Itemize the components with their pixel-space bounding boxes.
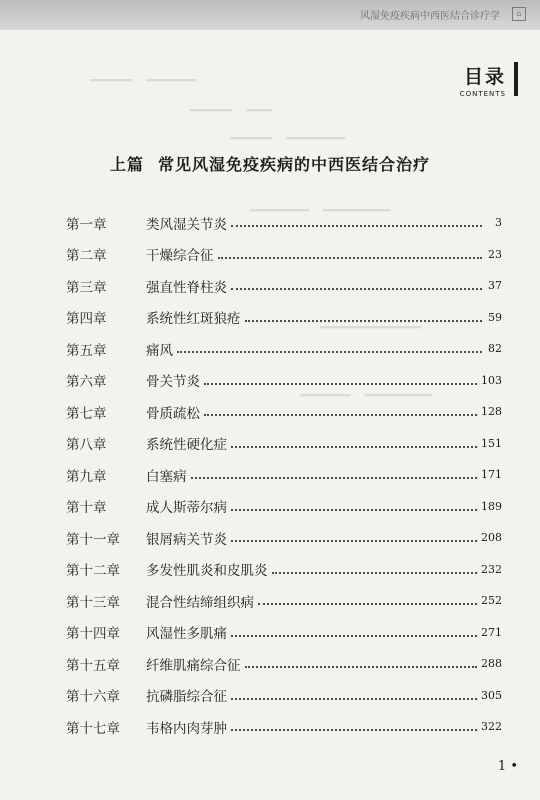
page-number: 1 • (497, 759, 518, 774)
toc-entry[interactable] (66, 302, 502, 334)
chapter-page-number: 128 (481, 405, 502, 419)
chapter-title: 骨关节炎 (146, 374, 200, 391)
bleed-through-text: ━━━━━━━ ━━━━━ (230, 131, 346, 147)
chapter-page-number: 103 (481, 373, 502, 387)
contents-subtitle: CONTENTS (459, 90, 506, 98)
chapter-page-number: 305 (481, 688, 502, 702)
bleed-through-text: ━━━━━━━━ ━━━━━━ (300, 388, 433, 404)
toc-entry[interactable] (66, 365, 502, 397)
chapter-number: 第十五章 (66, 657, 120, 674)
chapter-number: 第二章 (66, 248, 107, 265)
chapter-number: 第十二章 (66, 563, 120, 580)
dot-leader (231, 634, 477, 637)
chapter-page-number: 23 (488, 247, 502, 261)
chapter-page-number: 288 (481, 657, 502, 671)
toc-entry[interactable] (66, 711, 502, 743)
dot-leader (231, 445, 477, 448)
running-header (0, 0, 540, 30)
contents-accent-bar (514, 62, 518, 96)
toc-entry[interactable] (66, 680, 502, 712)
chapter-number: 第十章 (66, 500, 107, 517)
dot-leader (204, 413, 477, 416)
chapter-page-number: 189 (481, 499, 502, 513)
dot-leader (231, 728, 477, 731)
contents-title: 目录 (463, 66, 506, 88)
chapter-page-number: 232 (481, 562, 502, 576)
chapter-number: 第六章 (66, 374, 107, 391)
toc-entry[interactable] (66, 428, 502, 460)
chapter-list (66, 207, 502, 743)
chapter-number: 第十一章 (66, 531, 120, 548)
chapter-title: 多发性肌炎和皮肌炎 (146, 563, 268, 580)
toc-entry[interactable] (66, 333, 502, 365)
chapter-title: 类风湿关节炎 (146, 216, 227, 233)
toc-entry[interactable] (66, 207, 502, 239)
toc-entry[interactable] (66, 554, 502, 586)
chapter-title: 纤维肌痛综合征 (146, 657, 241, 674)
chapter-number: 第三章 (66, 279, 107, 296)
chapter-title: 骨质疏松 (146, 405, 200, 422)
chapter-title: 强直性脊柱炎 (146, 279, 227, 296)
chapter-number: 第七章 (66, 405, 107, 422)
chapter-title: 成人斯蒂尔病 (146, 500, 227, 517)
bleed-through-text: ━━━━━━━━ ━━━━━━━ (250, 203, 391, 219)
chapter-number: 第四章 (66, 311, 107, 328)
dot-leader (191, 476, 478, 479)
chapter-page-number: 322 (481, 720, 502, 734)
toc-entry[interactable] (66, 491, 502, 523)
chapter-title: 抗磷脂综合征 (146, 689, 227, 706)
dot-leader (272, 571, 478, 574)
chapter-title: 混合性结缔组织病 (146, 594, 254, 611)
chapter-page-number: 3 (495, 216, 502, 230)
chapter-number: 第十四章 (66, 626, 120, 643)
bleed-through-text: ━━━━━━ ━━━━━ (90, 73, 197, 89)
toc-entry[interactable] (66, 239, 502, 271)
chapter-title: 痛风 (146, 342, 173, 359)
dot-leader (231, 508, 477, 511)
dot-leader (231, 697, 477, 700)
chapter-title: 白塞病 (146, 468, 187, 485)
chapter-page-number: 208 (481, 531, 502, 545)
chapter-number: 第九章 (66, 468, 107, 485)
dot-leader (245, 665, 478, 668)
chapter-title: 银屑病关节炎 (146, 531, 227, 548)
contents-heading (460, 62, 506, 98)
toc-entry[interactable] (66, 648, 502, 680)
chapter-page-number: 37 (488, 279, 502, 293)
chapter-number: 第十七章 (66, 720, 120, 737)
dot-leader (231, 224, 482, 227)
chapter-title: 韦格内肉芽肿 (146, 720, 227, 737)
chapter-number: 第八章 (66, 437, 107, 454)
dot-leader (218, 256, 483, 259)
bleed-through-text: ━━━━━━━━━━━━ (320, 320, 422, 336)
toc-entry[interactable] (66, 459, 502, 491)
dot-leader (204, 382, 477, 385)
toc-entry[interactable] (66, 396, 502, 428)
chapter-title: 干燥综合征 (146, 248, 214, 265)
toc-entry[interactable] (66, 585, 502, 617)
running-header-title: 风湿免疫疾病中西医结合诊疗学 (360, 11, 500, 22)
bleed-through-text: ━━━ ━━━━━ (190, 103, 272, 119)
chapter-title: 风湿性多肌痛 (146, 626, 227, 643)
dot-leader (177, 350, 482, 353)
chapter-page-number: 59 (488, 310, 502, 324)
chapter-title: 系统性红斑狼疮 (146, 311, 241, 328)
chapter-title: 系统性硬化症 (146, 437, 227, 454)
dot-leader (231, 539, 477, 542)
part-title: 常见风湿免疫疾病的中西医结合治疗 (158, 155, 431, 174)
toc-entry[interactable] (66, 522, 502, 554)
chapter-page-number: 171 (481, 468, 502, 482)
chapter-page-number: 252 (481, 594, 502, 608)
part-heading (0, 152, 540, 175)
chapter-page-number: 82 (488, 342, 502, 356)
header-logo-icon: ⌂ (512, 7, 526, 21)
chapter-number: 第一章 (66, 216, 107, 233)
chapter-number: 第十三章 (66, 594, 120, 611)
part-label: 上篇 (109, 155, 144, 174)
toc-entry[interactable] (66, 617, 502, 649)
dot-leader (245, 319, 483, 322)
toc-entry[interactable] (66, 270, 502, 302)
chapter-number: 第十六章 (66, 689, 120, 706)
chapter-page-number: 271 (481, 625, 502, 639)
chapter-page-number: 151 (481, 436, 502, 450)
dot-leader (258, 602, 477, 605)
dot-leader (231, 287, 482, 290)
chapter-number: 第五章 (66, 342, 107, 359)
